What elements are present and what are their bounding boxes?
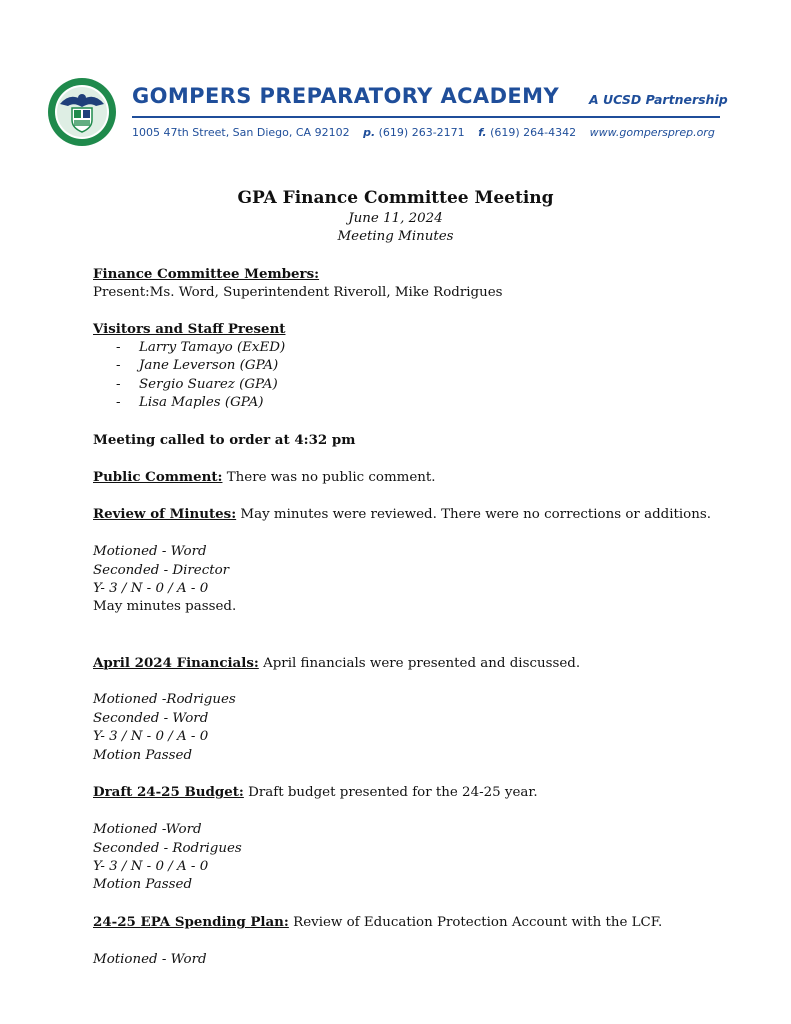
website-link[interactable]: www.gompersprep.org: [589, 126, 715, 139]
visitors-list: [93, 339, 713, 413]
draft-budget-heading: Draft 24-25 Budget:: [93, 784, 244, 801]
phone-number: (619) 263-2171: [378, 126, 465, 139]
epa-plan-heading: 24-25 EPA Spending Plan:: [93, 914, 289, 931]
address: 1005 47th Street, San Diego, CA 92102: [132, 126, 350, 139]
visitors-heading: Visitors and Staff Present: [93, 321, 286, 338]
public-comment-text: There was no public comment.: [222, 469, 436, 485]
vote-line: Y- 3 / N - 0 / A - 0: [93, 859, 209, 875]
epa-plan-text: Review of Education Protection Account with the LCF.: [288, 915, 663, 931]
motioned-line: Motioned - Word: [93, 952, 207, 968]
members-present: Present:Ms. Word, Superintendent Riveroll, Mike Rodrigues: [93, 284, 503, 300]
review-minutes-text: May minutes were reviewed. There were no corrections or additions.: [236, 507, 711, 523]
epa-plan-section: [93, 913, 713, 932]
result-line: Motion Passed: [93, 877, 193, 893]
april-financials-section: [93, 654, 713, 673]
draft-budget-section: [93, 783, 713, 802]
meeting-date: June 11, 2024: [348, 211, 443, 226]
review-minutes-heading: Review of Minutes:: [93, 506, 237, 523]
public-comment-section: [93, 468, 713, 487]
list-item: - Sergio Suarez (GPA): [93, 376, 713, 394]
april-financials-text: April financials were presented and discussed.: [258, 655, 581, 671]
document-title: GPA Finance Committee Meeting: [237, 188, 554, 208]
seconded-line: Seconded - Word: [93, 710, 209, 726]
header-rule: [132, 116, 720, 118]
result-line: May minutes passed.: [93, 599, 237, 615]
letterhead: [46, 76, 726, 148]
motioned-line: Motioned -Rodrigues: [93, 692, 236, 708]
partnership-tagline: A UCSD Partnership: [589, 92, 728, 107]
motioned-line: Motioned - Word: [93, 544, 207, 560]
vote-line: Y- 3 / N - 0 / A - 0: [93, 729, 209, 745]
members-heading: Finance Committee Members:: [93, 266, 320, 283]
list-item: - Lisa Maples (GPA): [93, 394, 713, 412]
public-comment-heading: Public Comment:: [93, 468, 223, 485]
org-name: GOMPERS PREPARATORY ACADEMY: [132, 84, 560, 108]
seconded-line: Seconded - Rodrigues: [93, 840, 242, 856]
list-item: - Jane Leverson (GPA): [93, 357, 713, 375]
april-financials-heading: April 2024 Financials:: [93, 654, 259, 671]
phone-prefix: p.: [363, 126, 376, 139]
vote-line: Y- 3 / N - 0 / A - 0: [93, 581, 209, 597]
fax-prefix: f.: [478, 126, 487, 139]
contact-line: [132, 126, 722, 139]
fax-number: (619) 264-4342: [490, 126, 577, 139]
draft-budget-text: Draft budget presented for the 24-25 year.: [243, 785, 538, 801]
review-minutes-section: [93, 505, 713, 524]
seconded-line: Seconded - Director: [93, 562, 230, 578]
call-to-order: Meeting called to order at 4:32 pm: [93, 431, 356, 448]
motioned-line: Motioned -Word: [93, 822, 202, 838]
document-subtitle: Meeting Minutes: [337, 229, 454, 245]
result-line: Motion Passed: [93, 747, 193, 763]
minutes-body: [93, 186, 713, 969]
list-item: - Larry Tamayo (ExED): [93, 339, 713, 357]
school-seal-icon: [46, 76, 118, 148]
